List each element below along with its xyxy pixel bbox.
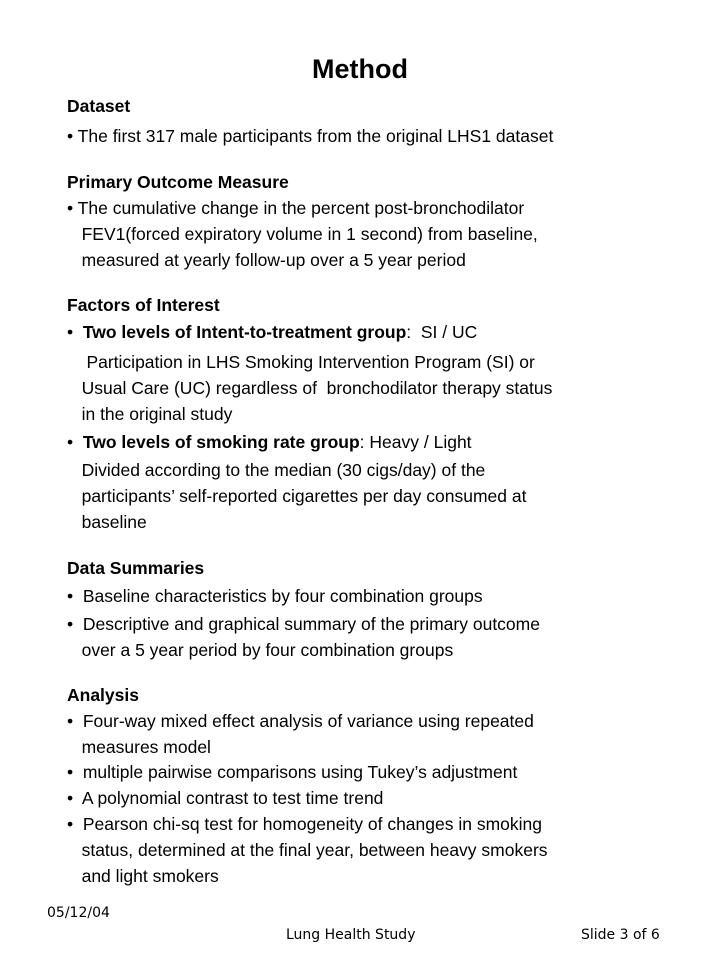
section-heading-analysis: Analysis: [67, 685, 139, 705]
section-heading-summaries: Data Summaries: [67, 558, 205, 578]
analysis-bullet-1-line-1: • Four-way mixed effect analysis of variance using repeated: [67, 711, 534, 731]
factor-smoking-rate: [67, 430, 472, 456]
summaries-bullet-1: • Baseline characteristics by four combination groups: [67, 586, 483, 606]
primary-outcome-line-1: • The cumulative change in the percent post-bronchodilator: [67, 198, 525, 218]
factor-itt-desc-1: Participation in LHS Smoking Intervention Program (SI) or: [67, 352, 535, 372]
analysis-bullet-4-line-1: • Pearson chi-sq test for homogeneity of changes in smoking: [67, 814, 542, 834]
analysis-bullet-4-line-2: status, determined at the final year, between heavy smokers: [67, 840, 548, 860]
section-heading-factors: Factors of Interest: [67, 295, 220, 315]
primary-outcome-line-2: FEV1(forced expiratory volume in 1 second) from baseline,: [67, 224, 538, 244]
primary-outcome-line-3: measured at yearly follow-up over a 5 year period: [67, 250, 466, 270]
factor-itt-desc-3: in the original study: [67, 404, 233, 424]
factor-smoking-label: Two levels of smoking rate group: [82, 432, 360, 452]
bullet-glyph: •: [67, 322, 83, 342]
summaries-bullet-2-line-2: over a 5 year period by four combination groups: [67, 640, 454, 660]
analysis-bullet-4-line-3: and light smokers: [67, 866, 219, 886]
factor-smoking-desc-2: participants’ self-reported cigarettes per day consumed at: [67, 486, 527, 506]
slide-title: Method: [312, 54, 408, 84]
summaries-bullet-2-line-1: • Descriptive and graphical summary of the primary outcome: [67, 614, 540, 634]
footer-date: 05/12/04: [47, 905, 110, 921]
factor-itt-label: Two levels of Intent-to-treatment group: [82, 322, 407, 342]
factor-itt-levels: : SI / UC: [406, 322, 478, 342]
factor-smoking-desc-3: baseline: [67, 512, 147, 532]
factor-smoking-levels: : Heavy / Light: [359, 432, 472, 452]
analysis-bullet-3: • A polynomial contrast to test time trend: [67, 788, 384, 808]
footer-page-number: Slide 3 of 6: [581, 927, 660, 943]
bullet-glyph: •: [67, 432, 83, 452]
section-heading-primary-outcome: Primary Outcome Measure: [67, 172, 289, 192]
dataset-bullet: • The first 317 male participants from the original LHS1 dataset: [67, 126, 554, 146]
factor-itt-group: [67, 320, 477, 346]
factor-itt-desc-2: Usual Care (UC) regardless of bronchodilator therapy status: [67, 378, 553, 398]
section-heading-dataset: Dataset: [67, 96, 131, 116]
factor-smoking-desc-1: Divided according to the median (30 cigs/day) of the: [67, 460, 486, 480]
footer-study-name: Lung Health Study: [286, 927, 416, 943]
analysis-bullet-2: • multiple pairwise comparisons using Tukey’s adjustment: [67, 762, 518, 782]
analysis-bullet-1-line-2: measures model: [67, 737, 211, 757]
